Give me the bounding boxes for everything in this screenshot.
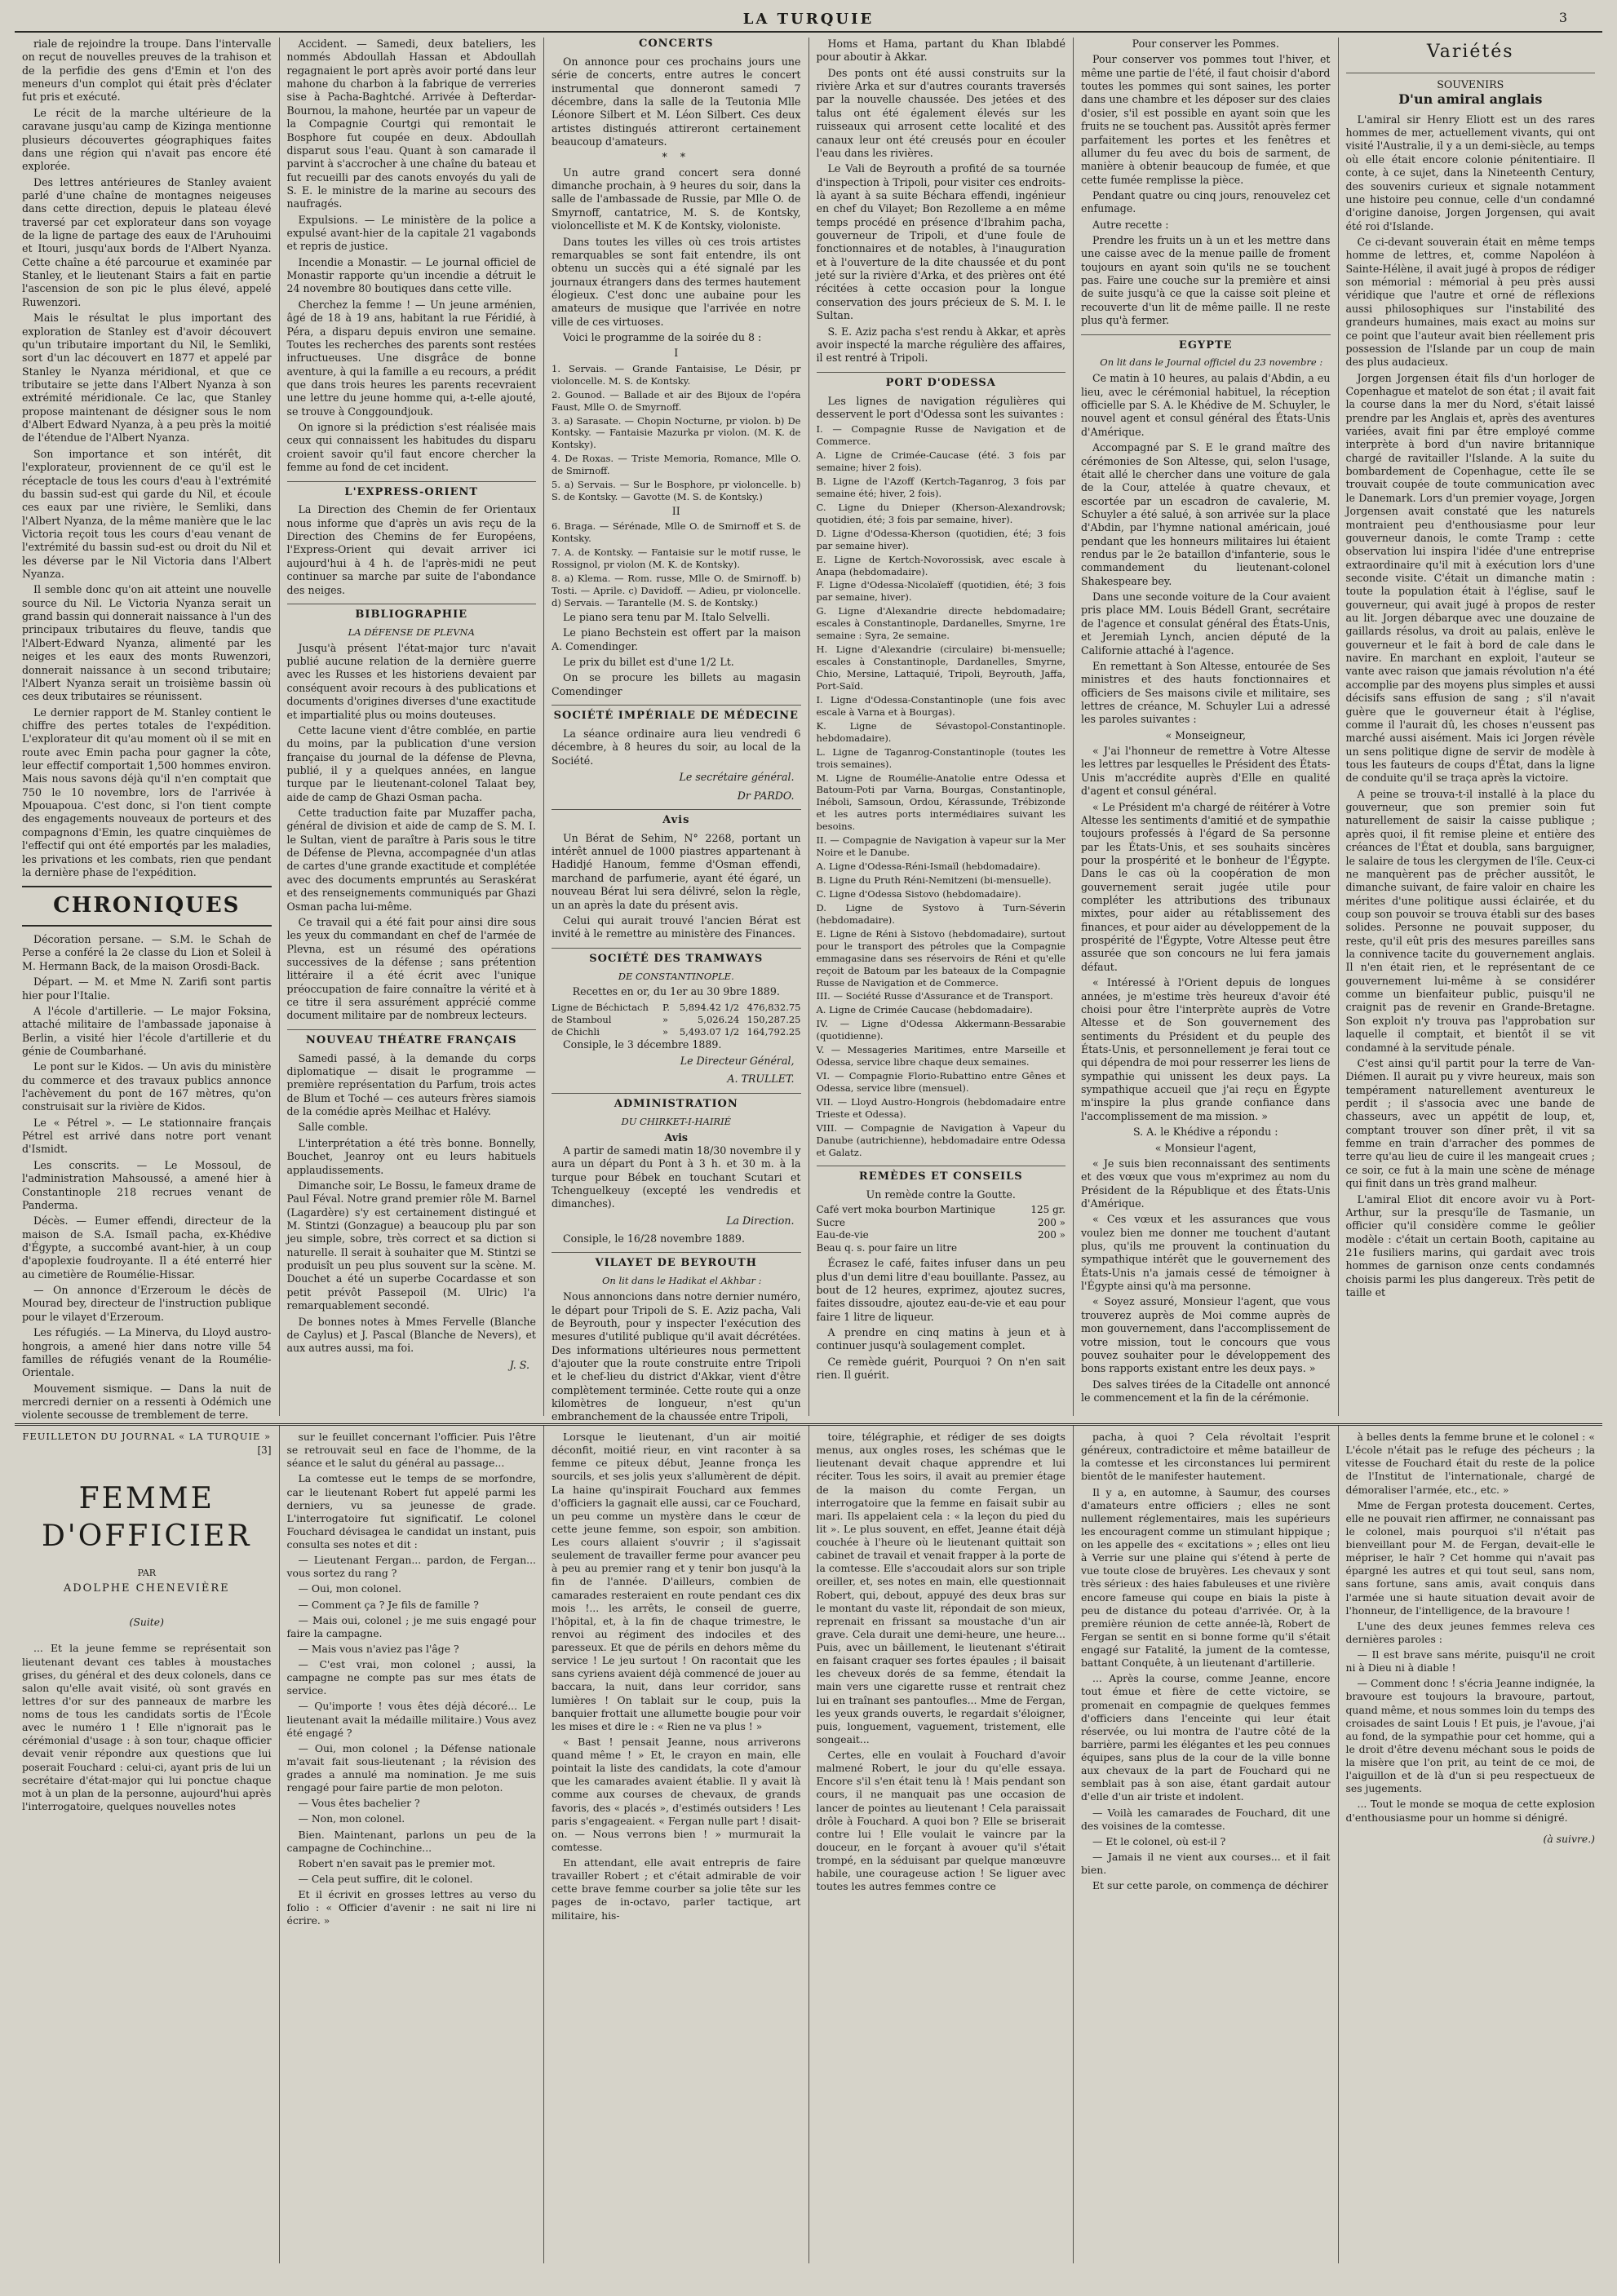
varietes-paragraph: A peine se trouva-t-il installé à la place du gouverneur, que son premier soin fut naturellement de saisir la caisse publique ; après quoi, il fit remise pleine et entière des créances de l'État et doubla, sans barguigner, le salaire de tous les clergymen de l'île. Ceux-ci ne manquèrent pas de prêcher aussitôt, le dimanche suivant, de faire valoir en chaire les mérites d'une politique aussi éclairée, et du coup son pouvoir se trouva établi sur des bases solides. Personne ne pouvait supposer, du reste, qu'il eût pris des mesures pareilles sans la connivence tacite du gouvernement anglais. Il n'en était rien, et le représentant de ce gouvernement lui-même à se considérer comme un bienfaiteur public, puisqu'il ne craignit pas de revenir en Grande-Bretagne. Son exploit n'y trouva pas l'approbation sur laquelle il comptait, et bientôt il se vit condamné à la servitude pénale. xyxy=(1345,787,1595,1054)
egypte-paragraph: Des salves tirées de la Citadelle ont annoncé le commencement et la fin de la cérémonie. xyxy=(1081,1378,1331,1404)
chronique-item: Le pont sur le Kidos. — Un avis du ministère du commerce et des travaux publics annonce l'achèvement du pont de 167 mètres, qu'on construisait sur la rivière de Kidos. xyxy=(22,1060,272,1113)
odessa-line: I. Ligne d'Odessa-Constantinople (une fois avec escale à Varna et à Bourgas). xyxy=(816,693,1065,718)
column-5 xyxy=(1073,38,1338,1416)
tramways-signature: Le Directeur Général, xyxy=(680,1055,795,1067)
program-part-ii: II xyxy=(671,505,680,518)
feuilleton-paragraph: — C'est vrai, mon colonel ; aussi, la campagne ne compte pas sur mes états de service. xyxy=(286,1658,536,1697)
bibliographie-paragraph: Jusqu'à présent l'état-major turc n'avait publié aucune relation de la dernière guerre avec les Russes et les historiens devaient par conséquent avoir recours à des publications et documents d'origines diverses d'une exactitude et impartialité plus ou moins douteuses. xyxy=(286,641,536,721)
odessa-line: B. Ligne du Pruth Réni-Nemitzeni (bi-mensuelle). xyxy=(816,874,1052,887)
program-item: 1. Servais. — Grande Fantaisise, Le Désir, pr violoncelle. M. S. de Kontsky. xyxy=(552,362,801,387)
odessa-line: M. Ligne de Roumélie-Anatolie entre Odessa et Batoum-Poti par Varna, Bourgas, Constantinople, Inéboli, Samsoun, Ordou, Kérassunde, Trébizonde et les autres ports intermédiaires suivant les besoins. xyxy=(816,772,1065,833)
egypte-paragraph: S. A. le Khédive a répondu : xyxy=(1132,1126,1278,1139)
news-item: Cherchez la femme ! — Un jeune arménien, âgé de 18 à 19 ans, habitant la rue Féridié, à Péra, a disparu depuis environ une semaine. Toutes les recherches des parents sont restées infructueuses. Une disgrâce de bonne aventure, à qui la famille a eu recours, a prédit que dans trois heures les parents recevraient une lettre du jeune homme qui, a-t-elle ajouté, se trouve à Conggoundjouk. xyxy=(286,298,536,418)
chronique-item: Les réfugiés. — La Minerva, du Lloyd austro-hongrois, a amené hier dans notre ville 54 familles de réfugiés venant de la Roumélie-Orientale. xyxy=(22,1326,272,1379)
chirket-signature: La Direction. xyxy=(726,1214,795,1227)
table-row: de Chichli » 5,493.07 1/2 164,792.25 xyxy=(552,1025,801,1037)
program-item: 8. a) Klema. — Rom. russe, Mlle O. de Smirnoff. b) Tosti. — Aprile. c) Davidoff. — Adieu, pr violoncelle. d) Servais. — Tarantelle (M. S. de Kontsky.) xyxy=(552,573,801,609)
egypte-paragraph: « Le Président m'a chargé de réitérer à Votre Altesse les sentiments d'amitié et de sympathie toujours professés à l'égard de Sa personne par les États-Unis, et ses souhaits sincères pour la prospérité et le bonheur de l'Égypte. Dans le cas où la coopération de mon gouvernement serait jugée utile pour compléter les attributions des tribunaux mixtes, pour aider au rétablissement des finances, et pour aider au développement de la prospérité de l'Égypte, Votre Altesse peut être assurée que son concours ne lui fera jamais défaut. xyxy=(1081,800,1331,973)
feuilleton-column-5 xyxy=(1073,1426,1338,2263)
table-row: Beau q. s. pour faire un litre xyxy=(816,1241,958,1254)
news-item: Accident. — Samedi, deux bateliers, les nommés Abdoullah Hassan et Abdoullah regagnaient le port après avoir porté dans leur mahone du charbon à la fabrique de verreries sise à Pacha-Baghtché. Arrivée à Defterdar-Bournou, la mahone, heurtée par un vapeur de la Compagnie Courtgi qui remontait le Bosphore fut coupée en deux. Abdoullah disparut sous l'eau. Quant à son camarade il parvint à s'accrocher à une chaîne du bateau et fut recueilli par des canots envoyés du yali de S. E. le ministre de la marine au secours des naufragés. xyxy=(286,38,536,210)
program-item: 4. De Roxas. — Triste Memoria, Romance, Mlle O. de Smirnoff. xyxy=(552,453,801,477)
avis-heading: Avis xyxy=(552,809,801,828)
concerts-paragraph: Un autre grand concert sera donné dimanche prochain, à 9 heures du soir, dans la salle de l'ambassade de Russie, par Mlle O. de Smyrnoff, cantatrice, M. S. de Kontsky, violoncelliste et M. K de Kontsky, violoniste. xyxy=(552,166,801,232)
article-paragraph: riale de rejoindre la troupe. Dans l'intervalle on reçut de nouvelles preuves de la trahison et de la perfidie des gens d'Emin et l'on des meneurs d'un complot qui était près d'éclater fut pris et exécuté. xyxy=(22,38,272,104)
concerts-paragraph: Dans toutes les villes où ces trois artistes remarquables se sont fait entendre, ils ont obtenu un succès qui a été signalé par les journaux étrangers dans des termes hautement élogieux. C'est donc une aubaine pour les amateurs de musique que l'arrivée en notre ville de ces virtuoses. xyxy=(552,235,801,328)
odessa-line: G. Ligne d'Alexandrie directe hebdomadaire; escales à Constantinople, Dardanelles, Smyrne, 1re semaine : Syra, 2e semaine. xyxy=(816,605,1065,642)
odessa-line: H. Ligne d'Alexandrie (circulaire) bi-mensuelle; escales à Constantinople, Dardanelles, Smyrne, Chio, Mersine, Lattaquié, Tripoli, Beyrouth, Jaffa, Port-Saïd. xyxy=(816,644,1065,692)
column-6 xyxy=(1338,38,1603,1416)
feuilleton-paragraph: — Oui, mon colonel. xyxy=(298,1582,401,1595)
odessa-heading: PORT D'ODESSA xyxy=(817,372,1066,391)
beyrouth-continued: Des ponts ont été aussi construits sur la rivière Arka et sur d'autres courants traversés par la nouvelle chaussée. Des jetées et des talus ont été également élevés sur les ruisseaux qui arrosent cette localité et des canaux leur ont été creusés pour en écouler l'eau dans les rivières. xyxy=(816,66,1065,159)
odessa-line: IV. — Ligne d'Odessa Akkermann-Bessarabie (quotidienne). xyxy=(816,1018,1065,1042)
beyrouth-text: Nous annoncions dans notre dernier numéro, le départ pour Tripoli de S. E. Aziz pacha, Vali de Beyrouth, pour y inspecter l'exécution des mesures d'utilité publique qu'il avait décrétées. Des informations ultérieures nous permettent d'ajouter que la route construite entre Tripoli et le chef-lieu du district d'Akkar, vient d'être complètement terminée. Cette route qui a onze kilomètres de longueur, n'est qu'un embranchement de la chaussée entre Tripoli, xyxy=(552,1290,801,1423)
odessa-line: L. Ligne de Taganrog-Constantinople (toutes les trois semaines). xyxy=(816,745,1065,770)
theatre-paragraph: De bonnes notes à Mmes Fervelle (Blanche de Caylus) et J. Pascal (Blanche de Nevers), et aux autres aussi, ma foi. xyxy=(286,1315,536,1355)
feuilleton-paragraph: La comtesse eut le temps de se morfondre, car le lieutenant Robert fut appelé parmi les derniers, vu sa jeunesse de grade. L'interrogatoire fut significatif. Le colonel Fouchard dévisagea le candidat un instant, puis consulta ses notes et dit : xyxy=(286,1472,536,1551)
feuilleton-paragraph: — Cela peut suffire, dit le colonel. xyxy=(298,1872,473,1885)
odessa-line: E. Ligne de Réni à Sistovo (hebdomadaire), surtout pour le transport des pétroles que la Compagnie emmagasine dans ses réservoirs de Réni et qu'elle reçoit de Batoum par les bateaux de la Compagnie Russe de Navigation et de Commerce. xyxy=(816,927,1065,989)
table-row: de Stamboul » 5,026.24 150,287.25 xyxy=(552,1013,801,1025)
stanley-article xyxy=(22,38,272,879)
concert-note: Le piano sera tenu par M. Italo Selvelli. xyxy=(563,611,770,624)
newspaper-title: LA TURQUIE xyxy=(742,11,875,28)
odessa-line: D. Ligne d'Odessa-Kherson (quotidien, été; 3 fois par semaine hiver). xyxy=(816,527,1065,551)
column-3 xyxy=(543,38,808,1423)
odessa-line: II. — Compagnie de Navigation à vapeur sur la Mer Noire et le Danube. xyxy=(816,834,1065,859)
bibliographie-heading: BIBLIOGRAPHIE xyxy=(287,604,537,622)
odessa-line: C. Ligne d'Odessa Sistovo (hebdomadaire). xyxy=(816,887,1021,900)
egypte-paragraph: « Monsieur l'agent, xyxy=(1154,1141,1256,1154)
chirket-subtitle: DU CHIRKET-I-HAIRIÉ xyxy=(621,1115,732,1127)
remedes-heading: REMÈDES ET CONSEILS xyxy=(817,1166,1066,1184)
tramways-signature-name: A. TRULLET. xyxy=(727,1073,795,1086)
table-row: Eau-de-vie 200 » xyxy=(816,1229,1065,1241)
odessa-line: A. Ligne de Crimée-Caucase (été. 3 fois par semaine; hiver 2 fois). xyxy=(816,449,1065,474)
odessa-line: A. Ligne de Crimée Caucase (hebdomadaire). xyxy=(816,1004,1033,1016)
feuilleton-paragraph: — Lieutenant Fergan... pardon, de Fergan... vous sortez du rang ? xyxy=(286,1554,536,1580)
pommes-heading: Pour conserver les Pommes. xyxy=(1132,38,1279,50)
amiral-title: D'un amiral anglais xyxy=(1398,91,1543,107)
pommes-paragraph: Pendant quatre ou cinq jours, renouvelez cet enfumage. xyxy=(1081,188,1331,215)
chirket-avis-heading: Avis xyxy=(664,1130,688,1144)
concert-note: Le prix du billet est d'une 1/2 Lt. xyxy=(563,656,734,669)
feuilleton-column-4 xyxy=(808,1426,1074,2263)
pommes-paragraph: Pour conserver vos pommes tout l'hiver, et même une partie de l'été, il faut choisir d'abord toutes les pommes qui sont saines, les porter dans une chambre et les déposer sur des claies d'osier, s'il est possible en ayant soin que les fruits ne se touchent pas. Aussitôt après fermer parfaitement les portes et les fenêtres et allumer du feu avec du bois de sarment, de manière à obtenir beaucoup de fumée, et que cette fumée remplisse la pièce. xyxy=(1081,53,1331,186)
program-item: 6. Braga. — Sérénade, Mlle O. de Smirnoff et S. de Kontsky. xyxy=(552,520,801,545)
souvenirs-label: SOUVENIRS xyxy=(1437,77,1504,91)
program-item: 7. A. de Kontsky. — Fantaisie sur le motif russe, le Rossignol, pr violon (M. K. de Kontsky). xyxy=(552,546,801,571)
program-item: 2. Gounod. — Ballade et air des Bijoux de l'opéra Faust, Mlle O. de Smyrnoff. xyxy=(552,388,801,413)
concerts-heading: CONCERTS xyxy=(639,38,714,50)
theatre-heading: NOUVEAU THÉATRE FRANÇAIS xyxy=(287,1029,537,1048)
news-item: Incendie a Monastir. — Le journal officiel de Monastir rapporte qu'un incendie a détruit le 24 novembre 80 boutiques dans cette ville. xyxy=(286,255,536,295)
theatre-paragraph: Dimanche soir, Le Bossu, le fameux drame de Paul Féval. Notre grand premier rôle M. Barnel (Lagardère) s'y est certainement distingué et M. Stintzi (Gonzague) a beaucoup plu par son jeu simple, sobre, très correct et sa diction si naturelle. Il serait à souhaiter que M. Stintzi se produisît un peu plus souvent sur la scène. M. Douchet a été un superbe Cocardasse et son petit prévôt Passepoil (M. Ulric) l'a remarquablement secondé. xyxy=(286,1179,536,1312)
concerts-paragraph: On annonce pour ces prochains jours une série de concerts, entre autres le concert instrumental que donneront samedi 7 décembre, dans la salle de la Teutonia Mlle Léonore Silbert et M. Léon Silbert. Ces deux artistes distingués attireront certainement beaucoup d'amateurs. xyxy=(552,55,801,148)
egypte-paragraph: Dans une seconde voiture de la Cour avaient pris place MM. Louis Bédell Grant, secrétaire de l'agence et consulat général des États-Unis, et Jeremiah Lynch, ancien député de la Californie attaché à l'agence. xyxy=(1081,591,1331,657)
pommes-paragraph: Prendre les fruits un à un et les mettre dans une caisse avec de la menue paille de froment toujours en ayant soin qu'ils ne se touchent pas. Faire une couche sur la première et ainsi de suite jusqu'à ce que la caisse soit pleine et recouverte d'un lit de même paille. Il ne reste plus qu'à fermer. xyxy=(1081,234,1331,327)
feuilleton-paragraph: En attendant, elle avait entrepris de faire travailler Robert ; et c'était admirable de voir cette brave femme courber sa jolie tête sur les pages de in-octavo, parler tactique, art militaire, his- xyxy=(552,1856,801,1922)
egypte-heading: EGYPTE xyxy=(1081,334,1331,353)
program-part-i: I xyxy=(674,347,679,360)
chronique-item: Départ. — M. et Mme N. Zarifi sont partis hier pour l'Italie. xyxy=(22,975,272,1002)
odessa-line: K. Ligne de Sévastopol-Constantinople. hebdomadaire). xyxy=(816,719,1065,744)
odessa-line: V. — Messageries Maritimes, entre Marseille et Odessa, service libre chaque deux semaines. xyxy=(816,1044,1065,1068)
feuilleton-paragraph: — Il est brave sans mérite, puisqu'il ne croit ni à Dieu ni à diable ! xyxy=(1345,1648,1595,1674)
chronique-item: Décès. — Eumer effendi, directeur de la maison de S.A. Ismaïl pacha, ex-Khédive d'Égypte, a succombé avant-hier, à un coup d'apoplexie foudroyante. Il a été enterré hier au cimetière de Roumélie-Hissar. xyxy=(22,1214,272,1281)
feuilleton-title: FEMME D'OFFICIER xyxy=(41,1481,252,1554)
remedes-paragraph: Écrasez le café, faites infuser dans un peu plus d'un demi litre d'eau bouillante. Passez, au bout de 12 heures, exprimez, ajoutez sucres, faites dissoudre, ajoutez eau-de-vie et eau pour faire 1 litre de liqueur. xyxy=(816,1257,1065,1323)
feuilleton-paragraph: Robert n'en savait pas le premier mot. xyxy=(298,1856,496,1869)
feuilleton-number: [3] xyxy=(257,1444,272,1456)
program-item: 3. a) Sarasate. — Chopin Nocturne, pr violon. b) De Kontsky. — Fantaisie Mazurka pr violon. (M. K. de Kontsky). xyxy=(552,414,801,451)
recipe-table xyxy=(817,1204,1066,1254)
tramways-subtitle: DE CONSTANTINOPLE. xyxy=(618,970,734,982)
table-row: Café vert moka bourbon Martinique 125 gr. xyxy=(816,1203,1065,1215)
theatre-paragraph: L'interprétation a été très bonne. Bonnelly, Bouchet, Jeanroy ont eu leurs habituels applaudissements. xyxy=(286,1136,536,1176)
medecine-signature-name: Dr PARDO. xyxy=(737,789,795,802)
egypte-paragraph: « Monseigneur, xyxy=(1165,728,1247,741)
a-suivre: (à suivre.) xyxy=(1543,1832,1595,1845)
beyrouth-continued: S. E. Aziz pacha s'est rendu à Akkar, et après avoir inspecté la marche régulière des affaires, il est rentré à Tripoli. xyxy=(816,325,1065,365)
feuilleton-header: FEUILLETON DU JOURNAL « LA TURQUIE » xyxy=(22,1431,272,1442)
medecine-text: La séance ordinaire aura lieu vendredi 6 décembre, à 8 heures du soir, au local de la Société. xyxy=(552,728,801,767)
feuilleton-paragraph: pacha, à quoi ? Cela révoltait l'esprit généreux, contradictoire et même batailleur de la comtesse et les circonstances lui permirent bientôt de le manifester hautement. xyxy=(1081,1431,1331,1483)
bibliographie-paragraph: Cette lacune vient d'être comblée, en partie du moins, par la publication d'une version française du journal de la défense de Plevna, publié, il y a quelques années, en langue turque par le lieutenant-colonel Talaat bey, aide de camp de Ghazi Osman pacha. xyxy=(286,723,536,803)
feuilleton-paragraph: sur le feuillet concernant l'officier. Puis l'être se retrouvait seul en face de l'homme, de la séance et le salut du général au passage... xyxy=(286,1431,536,1470)
odessa-line: A. Ligne d'Odessa-Réni-Ismaïl (hebdomadaire). xyxy=(816,860,1041,873)
feuilleton-column-2 xyxy=(279,1426,544,2263)
beyrouth-source: On lit dans le Hadikat el Akhbar : xyxy=(601,1275,762,1287)
express-orient-heading: L'EXPRESS-ORIENT xyxy=(287,481,537,500)
odessa-line: B. Ligne de l'Azoff (Kertch-Taganrog, 3 fois par semaine été; hiver, 2 fois). xyxy=(816,475,1065,499)
column-2 xyxy=(279,38,544,1416)
varietes-paragraph: C'est ainsi qu'il partit pour la terre de Van-Diémen. Il aurait pu y vivre heureux, mais son tempérament naturellement aventureux le perdit ; il s'associa avec une bande de chasseurs, avec un appétit de loup, et, comptant trouver son dîner prêt, il vit sa femme en train d'arracher des pommes de terre qu'au lieu de cuire il les mangeait crues ; ce soir, ce fut à la main une scène de ménage qui finit dans un très grand malheur. xyxy=(1345,1056,1595,1190)
tramways-date: Consiple, le 3 décembre 1889. xyxy=(563,1037,722,1051)
egypte-paragraph: « Intéressé à l'Orient depuis de longues années, je m'estime très heureux d'avoir été choisi pour être l'interprète auprès de Votre Altesse et de Son gouvernement des sentiments du Président et du peuple des États-Unis, et personnellement je ferai tout ce qui dépendra de moi pour resserrer les liens de sympathie qui unissent les deux pays. La sympathique accueil que j'ai reçu en Égypte m'inspire la plus grande confiance dans l'accomplissement de ma mission. » xyxy=(1081,976,1331,1122)
bibliographie-subtitle: LA DÉFENSE DE PLEVNA xyxy=(348,626,475,638)
egypte-paragraph: « Je suis bien reconnaissant des sentiments et des vœux que vous m'exprimez au nom du Président de la République et des États-Unis d'Amérique. xyxy=(1081,1157,1331,1210)
article-paragraph: Des lettres antérieures de Stanley avaient parlé d'une chaîne de montagnes neigeuses dans cette direction, depuis le plateau élevé traversé par cet explorateur dans son voyage de la ligne de partage des eaux de l'Aruhouimi et Itouri, jusqu'aux bords de l'Albert Nyanza. Cette chaîne a été parcourue et examinée par Stanley, et le lieutenant Stairs a fait en partie l'ascension de son pic le plus élevé, appelé Ruwenzori. xyxy=(22,175,272,308)
egypte-source: On lit dans le Journal officiel du 23 novembre : xyxy=(1100,356,1323,369)
varietes-heading: Variétés xyxy=(1426,42,1514,62)
pommes-paragraph: Autre recette : xyxy=(1092,218,1169,231)
odessa-line: VII. — Lloyd Austro-Hongrois (hebdomadaire entre Trieste et Odessa). xyxy=(816,1095,1065,1120)
column-4 xyxy=(808,38,1074,1416)
article-paragraph: Le dernier rapport de M. Stanley contient le chiffre des pertes totales de l'expédition. L'explorateur dit qu'au moment où il se mit en route avec Emin pacha pour gagner la côte, leur effectif comportait 1,500 hommes environ. Mais nous savons déjà qu'il n'en comptait que 750 le 10 novembre, lors de l'arrivée à Mpouapoua. C'est donc, si l'on tient compte des engagements nouveaux de porteurs et des compagnons d'Emin, les quatre cinquièmes de l'effectif qui ont été emportés par les maladies, les privations et les combats, rien que pendant la dernière phase de l'expédition. xyxy=(22,706,272,878)
news-item: On ignore si la prédiction s'est réalisée mais ceux qui connaissent les habitudes du disparu croient savoir qu'il faut encore chercher la femme au fond de cet incident. xyxy=(286,421,536,474)
concert-note: Le piano Bechstein est offert par la maison A. Comendinger. xyxy=(552,626,801,653)
feuilleton-paragraph: — Vous êtes bachelier ? xyxy=(298,1797,420,1810)
odessa-line: VI. — Compagnie Florio-Rubattino entre Gênes et Odessa, service libre (mensuel). xyxy=(816,1070,1065,1095)
feuilleton-paragraph: — Mais vous n'aviez pas l'âge ? xyxy=(298,1642,459,1655)
article-paragraph: Le récit de la marche ultérieure de la caravane jusqu'au camp de Kizinga mentionne plusieurs découvertes géographiques faites dans une région qui n'avait pas encore été explorée. xyxy=(22,106,272,173)
feuilleton-suite: (Suite) xyxy=(129,1616,164,1629)
feuilleton-paragraph: ... Tout le monde se moqua de cette explosion d'enthousiasme pour un homme si dénigré. xyxy=(1345,1798,1595,1824)
odessa-line: E. Ligne de Kertch-Novorossisk, avec escale à Anapa (hebdomadaire). xyxy=(816,553,1065,577)
feuilleton-paragraph: Bien. Maintenant, parlons un peu de la campagne de Cochinchine... xyxy=(286,1828,536,1854)
beyrouth-heading: VILAYET DE BEYROUTH xyxy=(552,1252,801,1271)
feuilleton-paragraph: toire, télégraphie, et rédiger de ses doigts menus, aux ongles roses, les schémas que le lieutenant devait chaque apprendre et lui réciter. Tous les soirs, il avait au premier étage de la maison du comte Fergan, un interrogatoire que la femme en faisait subir au mari. Ils appelaient cela : « la leçon du pied du lit ». Le plus souvent, en effet, Jeanne était déjà couchée à l'heure où le lieutenant quittait son cabinet de travail et venait frapper à la porte de la comtesse. Elle s'accoudait alors sur son triple oreiller, et, ses notes en main, elle questionnait Robert, qui, debout, appuyé des deux bras sur le montant du vaste lit, répondait de son mieux, reprenait en frissant sa moustache d'un air grave. Cela durait une demi-heure, une heure... Puis, avec un bâillement, le lieutenant s'étirait en faisant craquer ses fortes épaules ; il baisait les cheveux dorés de sa femme, étendait la main vers une cigarette russe et rentrait chez lui en traînant ses pantoufles... Mme de Fergan, les yeux grands ouverts, le regardait s'éloigner, puis, longuement, vaguement, tristement, elle songeait... xyxy=(816,1431,1065,1745)
express-orient-text: La Direction des Chemin de fer Orientaux nous informe que d'après un avis reçu de la Direction des Chemins de fer Européens, l'Express-Orient qui devait arriver ici aujourd'hui à 4 h. de l'après-midi ne peut continuer sa marche par suite de l'abondance des neiges. xyxy=(286,503,536,596)
chronique-item: Le « Pétrel ». — Le stationnaire français Pétrel est arrivé dans notre port venant d'Ismidt. xyxy=(22,1116,272,1156)
theatre-signature: J. S. xyxy=(509,1358,529,1371)
feuilleton-paragraph: Certes, elle en voulait à Fouchard d'avoir malmené Robert, le jour du qu'elle essaya. Encore s'il s'en était tenu là ! Mais pendant son cours, il ne manquait pas une occasion de lancer de pointes au lieutenant ! Cela paraissait drôle à Fouchard. A quoi bon ? Elle se briserait contre lui ! Elle voulait le vaincre par la douceur, en le forçant à avouer qu'il s'était trompé, en la séduisant par quelque manœuvre habile, une courageuse action ! Se liguer avec toutes les autres femmes contre ce xyxy=(816,1749,1065,1893)
feuilleton-paragraph: Lorsque le lieutenant, d'un air moitié déconfit, moitié rieur, en vint raconter à sa femme ce piteux début, Jeanne fronça les sourcils, et ses jolis yeux s'allumèrent de dépit. La haine qu'inspirait Fouchard aux femmes d'officiers la gagnait elle aussi, car ce Fouchard, un peu comme un mystère dans le cœur de cette jeune femme, son espoir, son ambition. Les cours allaient s'ouvrir ; il s'agissait seulement de travailler ferme pour avancer peu à peu au premier rang et y tenir bon jusqu'à la fin de l'année. D'ailleurs, combien de camarades resteraient en route pendant ces dix mois !... les arrêts, le conseil de guerre, l'hôpital, et, à la fin de chaque trimestre, le renvoi au régiment des indociles et des paresseux. Et que de périls en dehors même du service ! Le jeu surtout ! On racontait que les sans cyriens avaient déjà commencé de jouer au baccara, la nuit, dans leur corridor, sans lumières ! On tablait sur le coup, puis la banquier frottait une allumette bougie pour voir les mises et dire le : « Rien ne va plus ! » xyxy=(552,1431,801,1732)
egypte-paragraph: « J'ai l'honneur de remettre à Votre Altesse les lettres par lesquelles le Président des États-Unis m'accrédite auprès d'Elle en qualité d'agent et consul général. xyxy=(1081,745,1331,798)
chronique-item: Décoration persane. — S.M. le Schah de Perse a conféré la 2e classe du Lion et Soleil à M. Hermann Back, de la maison Orosdi-Back. xyxy=(22,933,272,972)
separator-stars: * * xyxy=(662,151,691,164)
feuilleton-paragraph: — Jamais il ne vient aux courses... et il fait bien. xyxy=(1081,1850,1331,1876)
article-paragraph: Il semble donc qu'on ait atteint une nouvelle source du Nil. Le Victoria Nyanza serait un grand bassin qui donnerait naissance à l'un des principaux tributaires du fleuve, tandis que l'Albert-Edward Nyanza, alimenté par les neiges et les eaux des monts Ruwenzori, donnerait naissance à un second tributaire; l'Albert Nyanza serait un troisième bassin où ces deux tributaires se réunissent. xyxy=(22,583,272,703)
chirket-heading: ADMINISTRATION xyxy=(552,1093,801,1112)
table-row: Sucre 200 » xyxy=(816,1216,1065,1228)
tramways-heading: SOCIÉTÉ DES TRAMWAYS xyxy=(552,948,801,967)
feuilleton-paragraph: — Voilà les camarades de Fouchard, dit une des voisines de la comtesse. xyxy=(1081,1806,1331,1832)
feuilleton-paragraph: ... Et la jeune femme se représentait son lieutenant devant ces tables à moustaches grises, du général et des deux colonels, dans ce salon qu'elle avait visité, où sont gravés en lettres d'or sur des panneaux de marbre les noms de tous les candidats sortis de l'École avec le numéro 1 ! Elle n'ignorait pas le cérémonial d'usage : à son tour, chaque officier devait venir répondre aux questions que lui poserait Fouchard : celui-ci, ayant pris de lui un secrétaire d'état-major qui lui ponctue chaque mot à un plan de la personne, aujourd'hui après l'interrogatoire, quelques nouvelles notes xyxy=(22,1642,272,1812)
chronique-item: Mouvement sismique. — Dans la nuit de mercredi dernier on a ressenti à Odémich une violente secousse de tremblement de terre. xyxy=(22,1382,272,1422)
egypte-paragraph: Ce matin à 10 heures, au palais d'Abdin, a eu lieu, avec le cérémonial habituel, la réception officielle par S. A. le Khédive de M. Schuyler, le nouvel agent et consul général des États-Unis d'Amérique. xyxy=(1081,372,1331,438)
odessa-line: III. — Société Russe d'Assurance et de Transport. xyxy=(816,990,1053,1002)
bibliographie-paragraph: Cette traduction faite par Muzaffer pacha, général de division et aide de camp de S. M. I. le Sultan, vient de paraître à Paris sous le titre de Défense de Plevna, accompagnée d'un atlas de cartes d'une grande exactitude et complétée avec des documents empruntés au Seraskérat et des renseignements communiqués par Ghazi Osman pacha lui-même. xyxy=(286,807,536,913)
odessa-line: I. — Compagnie Russe de Navigation et de Commerce. xyxy=(816,423,1065,448)
feuilleton-column-6 xyxy=(1338,1426,1603,2263)
feuilleton-column-1 xyxy=(15,1426,279,2263)
egypte-paragraph: « Ces vœux et les assurances que vous voulez bien me donner me touchent d'autant plus, qu'ils me prouvent la continuation du sympathique intérêt que le gouvernement des États-Unis n'a jamais cessé de témoigner à l'Égypte ainsi qu'à ma personne. xyxy=(1081,1213,1331,1293)
feuilleton-paragraph: Il y a, en automne, à Saumur, des courses d'amateurs entre officiers ; elles ne sont nullement réglementaires, mais les supérieurs les encouragent comme un stimulant hippique ; on les appelle des « excitations » ; elles ont lieu à Verrie sur une plaine qui s'étend à perte de vue toute close de bruyères. Les chevaux y sont très sérieux : des haies fabuleuses et une rivière encore fameuse qui coupe en biais la piste à peu de distance du poteau d'arrivée. Or, à la première réunion de cette année-là, Robert de Fergan se sentit en si bonne forme qu'il s'était engagé sur Fatalité, la jument de la comtesse, battant Conquête, à un lieutenant d'artillerie. xyxy=(1081,1485,1331,1670)
feuilleton-paragraph: — Oui, mon colonel ; la Défense nationale m'avait fait sous-lieutenant ; la révision des grades a annulé ma nomination. Je me suis rengagé pour faire partie de mon peloton. xyxy=(286,1741,536,1794)
main-columns xyxy=(15,38,1602,1423)
article-paragraph: Mais le résultat le plus important des exploration de Stanley est d'avoir découvert qu'un tributaire important du Nil, le Semliki, sort d'un lac découvert en 1877 et appelé par Stanley le Nyanza méridional, et que ce tributaire se jette dans l'Albert Nyanza à son extrémité méridionale. Ce lac, que Stanley propose maintenant de désigner sous le nom d'Albert Edward Nyanza, à a peu près la moitié de l'étendue de l'Albert Nyanza. xyxy=(22,312,272,445)
beyrouth-continued: Le Vali de Beyrouth a profité de sa tournée d'inspection à Tripoli, pour visiter ces endroits-là ayant à sa suite Béchara effendi, ingénieur en chef du Vilayet; Bon Rezolleme a en même temps procédé en présence d'Ibrahim pacha, gouverneur de Tripoli, et d'une foule de fonctionnaires et de notables, à l'inauguration et à l'ouverture de la dite chaussée et du pont jeté sur la rivière d'Arka, et des prières ont été récitées à cette occasion pour la longue conservation des jours précieux de S. M. I. le Sultan. xyxy=(816,162,1065,322)
feuilleton-paragraph: Et il écrivit en grosses lettres au verso du folio : « Officier d'avenir : ne sait ni lire ni écrire. » xyxy=(286,1888,536,1927)
feuilleton-paragraph: à belles dents la femme brune et le colonel : « L'école n'était pas le refuge des pécheurs ; la vitesse de Fouchard était du reste de la police de l'Institut de l'internationale, chargé de démoraliser l'armée, etc., etc. » xyxy=(1345,1431,1595,1496)
feuilleton-paragraph: — Et le colonel, où est-il ? xyxy=(1092,1834,1226,1847)
tramways-table xyxy=(552,1002,801,1038)
masthead xyxy=(15,5,1602,33)
chroniques-heading: CHRONIQUES xyxy=(22,886,272,927)
feuilleton-paragraph: — Mais oui, colonel ; je me suis engagé pour faire la campagne. xyxy=(286,1613,536,1639)
chronique-item: A l'école d'artillerie. — Le major Foksina, attaché militaire de l'ambassade japonaise à Berlin, a visité hier l'école d'artillerie et du génie de Coumbarhané. xyxy=(22,1004,272,1057)
bibliographie-paragraph: Ce travail qui a été fait pour ainsi dire sous les yeux du commandant en chef de l'armée de Plevna, est un résumé des opérations successives de la défense ; sans prétention littéraire il a été écrit avec l'unique préoccupation de faire connaître la vérité et à ce titre il sera assurément apprécié comme document militaire par de nombreux lecteurs. xyxy=(286,915,536,1022)
tramways-recettes: Recettes en or, du 1er au 30 9bre 1889. xyxy=(572,985,780,998)
feuilleton-paragraph: — Non, mon colonel. xyxy=(298,1812,405,1825)
feuilleton-paragraph: ... Après la course, comme Jeanne, encore tout émue et fière de cette victoire, se promenait en compagnie de quelques femmes d'officiers dans l'enceinte qui leur était réservée, ou lui montra de l'autre côté de la barrière, parmi les élégantes et les peu connues équipes, sans plus de la cour de la ville bonne aux chevaux de la part de Fouchard qui ne semblait pas à son aise, étant gardait autour d'elle d'un air triste et indolent. xyxy=(1081,1672,1331,1803)
odessa-line: D. Ligne de Systovo à Turn-Séverin (hebdomadaire). xyxy=(816,901,1065,926)
avis-paragraph: Un Bérat de Sehim, N° 2268, portant un intérêt annuel de 1000 piastres appartenant à Hadidjé Hanoum, femme d'Osman effendi, marchand de parfumerie, ayant été égaré, un nouveau Bérat lui sera délivré, selon la règle, un an après la date du présent avis. xyxy=(552,831,801,911)
feuilleton-paragraph: — Qu'importe ! vous êtes déjà décoré... Le lieutenant avait la médaille militaire.) Vous avez été engagé ? xyxy=(286,1700,536,1739)
medecine-heading: SOCIÉTÉ IMPÉRIALE DE MÉDECINE xyxy=(552,705,801,723)
column-1 xyxy=(15,38,279,1422)
varietes-paragraph: L'amiral Eliot dit encore avoir vu à Port-Arthur, sur la presqu'île de Tasmanie, un officier qu'il considère comme le geôlier modèle : c'était un certain Booth, capitaine au 21e fusiliers marins, qui gardait avec trois hommes de garnison onze cents condamnés choisis parmi les plus dangereux. Très petit de taille et xyxy=(1345,1192,1595,1299)
varietes-paragraph: L'amiral sir Henry Eliott est un des rares hommes de mer, actuellement vivants, qui ont visité l'Australie, il y a un demi-siècle, au temps où elle était encore colonie pénitentiaire. Il conte, à ce sujet, dans la Nineteenth Century, des souvenirs curieux et signale notamment une histoire peu connue, celle d'un condamné d'origine danoise, Jorgen Jorgensen, qui avait été roi d'Islande. xyxy=(1345,113,1595,232)
table-row: Ligne de Béchictach P. 5,894.42 1/2 476,832.75 xyxy=(552,1001,801,1013)
concert-note: On se procure les billets au magasin Comendinger xyxy=(552,671,801,697)
feuilleton-paragraph: Et sur cette parole, on commença de déchirer xyxy=(1092,1879,1328,1892)
varietes-paragraph: Jorgen Jorgensen était fils d'un horloger de Copenhague et matelot de son état ; il avait fait la course dans la mer du Nord, s'était laissé prendre par les Anglais et, après des aventures variées, avait fini par être employé comme interprète à bord d'un navire britannique chargé de ravitailler l'Islande. A la suite du bombardement de Copenhague, cette île se trouvait coupée de toute communication avec le Danemark. Lors d'un premier voyage, Jorgen Jorgensen avait constaté que les naturels montraient peu d'enthousiasme pour leur gouverneur danois, le comte Tramp : cette observation lui inspira l'idée d'une entreprise extraordinaire qu'il mit à exécution lors d'une seconde visite. C'était un dimanche matin : toute la population était à l'église, sauf le gouverneur, qui avait jugé à propos de rester au lit. Jorgen débarque avec une douzaine de gaillards résolus, va droit au palais, enlève le gouverneur et le fait à bord de cale dans le navire. En marchant en exploit, l'auteur se vante avec raison que jamais révolution n'a été accomplie par des moyens plus simples et aussi décisifs sans effusion de sang ; s'il n'avait guère que le gouverneur était à l'église, comme il l'aurait dû, les choses n'eussent pas marché aussi aisément. Mais ici Jorgen révèle un sens politique digne de servir de modèle à tous les fauteurs de coups d'État, dans la ligne de conduite qu'il se traça après la victoire. xyxy=(1345,371,1595,785)
feuilleton-author: ADOLPHE CHENEVIÈRE xyxy=(63,1582,230,1595)
feuilleton-paragraph: « Bast ! pensait Jeanne, nous arriverons quand même ! » Et, le crayon en main, elle pointait la liste des candidats, la cote d'amour que les camarades avaient établie. Il y avait là comme aux courses de chevaux, de grands favoris, des « placés », d'estimés outsiders ! Les paris s'engageaient. « Fergan nulle part ! disait-on. — Nous verrons bien ! » murmurait la comtesse. xyxy=(552,1735,801,1853)
chirket-avis-text: A partir de samedi matin 18/30 novembre il y aura un départ du Pont à 3 h. et 30 m. à la turque pour Bébek en touchant Scutari et Tchenguelkeuy (excepté les vendredis et dimanches). xyxy=(552,1144,801,1210)
varietes-paragraph: Ce ci-devant souverain était en même temps homme de lettres, et, comme Napoléon à Sainte-Hélène, il avait jugé à propos de rédiger son mémorial : mémorial à peu près aussi véridique que l'autre et orné de réflexions aussi philosophiques sur l'instabilité des grandeurs humaines, mais exact au moins sur ce point que l'auteur avait bien réellement pris possession de l'Islande par un coup de main des plus audacieux. xyxy=(1345,235,1595,369)
concerts-paragraph: Voici le programme de la soirée du 8 : xyxy=(563,331,762,344)
feuilleton-paragraph: — Comment ça ? Je fils de famille ? xyxy=(298,1598,479,1611)
chirket-date: Consiple, le 16/28 novembre 1889. xyxy=(563,1232,745,1245)
avis-paragraph: Celui qui aurait trouvé l'ancien Bérat est invité à le remettre au ministère des Finances. xyxy=(552,914,801,940)
news-item: Expulsions. — Le ministère de la police a expulsé avant-hier de la capitale 21 vagabonds et repris de justice. xyxy=(286,213,536,253)
chronique-item: — On annonce d'Erzeroum le décès de Mourad bey, directeur de l'instruction publique pour le vilayet d'Erzeroum. xyxy=(22,1284,272,1323)
egypte-paragraph: « Soyez assuré, Monsieur l'agent, que vous trouverez auprès de Moi comme auprès de mon gouvernement, dans l'accomplissement de votre mission, tout le concours que vous pouvez souhaiter pour le développement des bons rapports existant entre les deux pays. » xyxy=(1081,1295,1331,1375)
remedes-paragraph: Ce remède guérit, Pourquoi ? On n'en sait rien. Il guérit. xyxy=(816,1355,1065,1382)
beyrouth-continued: Homs et Hama, partant du Khan Iblabdé pour aboutir à Akkar. xyxy=(816,38,1065,64)
feuilleton-paragraph: — Comment donc ! s'écria Jeanne indignée, la bravoure est toujours la bravoure, partout, quand même, et nous sommes loin du temps des croisades de saint Louis ! Et puis, je l'avoue, j'ai au fond, de la sympathie pour cet homme, qui a le droit d'être devenu méchant sous le poids de la misère que l'on prit, au teint de ce moi, de l'aiguillon et de là d'un si peu respectueux de ses jugements. xyxy=(1345,1677,1595,1795)
article-paragraph: Son importance et son intérêt, dit l'explorateur, proviennent de ce qu'il est le réceptacle de tous les cours d'eau à l'extrémité du bassin sud-est qui garde du Nil, et écoule ces eaux par une rivière, le Semliki, dans l'Albert Nyanza, de la même manière que le lac Victoria reçoit tous les cours d'eau venant de l'extrémité du bassin sud-est ou droit du Nil et les déverse par le Nil Victoria dans l'Albert Nyanza. xyxy=(22,447,272,581)
page-number: 3 xyxy=(1558,10,1570,25)
feuilleton-paragraph: L'une des deux jeunes femmes releva ces dernières paroles : xyxy=(1345,1619,1595,1645)
feuilleton-paragraph: Mme de Fergan protesta doucement. Certes, elle ne pouvait rien affirmer, ne connaissant pas le colonel, mais pourquoi s'il n'était pas bienveillant pour M. de Fergan, devait-elle le mépriser, le haïr ? Cet homme qui n'avait pas épargné les autres et qui tout seul, sans nom, sans fortune, sans amis, avait conquis dans l'armée une si haute situation devait avoir de l'honneur, de l'intelligence, de la bravoure ! xyxy=(1345,1498,1595,1617)
odessa-line: F. Ligne d'Odessa-Nicolaïeff (quotidien, été; 3 fois par semaine, hiver). xyxy=(816,579,1065,604)
feuilleton-section xyxy=(15,1423,1602,2263)
program-item: 5. a) Servais. — Sur le Bosphore, pr violoncelle. b) S. de Kontsky. — Gavotte (M. S. de Kontsky.) xyxy=(552,479,801,503)
feuilleton-column-3 xyxy=(543,1426,808,2263)
egypte-paragraph: Accompagné par S. E le grand maître des cérémonies de Son Altesse, qui, selon l'usage, était allé le chercher dans une voiture de gala de la Cour, attelée à quatre chevaux, et escortée par un escadron de cavalerie, M. Schuyler a été salué, à son arrivée sur la place d'Abdin, par l'hymne national américain, joué pendant que les honneurs militaires lui étaient rendus par le 2e bataillon d'infanterie, sous le commandement du lieutenant-colonel Shakespeare bey. xyxy=(1081,441,1331,587)
odessa-line: C. Ligne du Dnieper (Kherson-Alexandrovsk; quotidien, été; 3 fois par semaine, hiver). xyxy=(816,501,1065,525)
theatre-paragraph: Salle comble. xyxy=(298,1121,369,1134)
odessa-intro: Les lignes de navigation régulières qui desservent le port d'Odessa sont les suivantes : xyxy=(816,394,1065,420)
egypte-paragraph: En remettant à Son Altesse, entourée de Ses ministres et des hauts fonctionnaires et officiers de Ses maisons civile et militaire, ses lettres de créance, M. Schuyler Lui a adressé les paroles suivantes : xyxy=(1081,659,1331,726)
odessa-line: VIII. — Compagnie de Navigation à Vapeur du Danube (autrichienne), hebdomadaire entre Odessa et Galatz. xyxy=(816,1121,1065,1158)
medecine-signature: Le secrétaire général. xyxy=(679,771,795,784)
chronique-item: Les conscrits. — Le Mossoul, de l'administration Mahsoussé, a amené hier à Constantinople 218 recrues venant de Panderma. xyxy=(22,1158,272,1211)
remedes-intro: Un remède contre la Goutte. xyxy=(866,1188,1016,1201)
theatre-paragraph: Samedi passé, à la demande du corps diplomatique — disait le programme — première représentation du Parfum, trois actes de Blum et Toché — ces auteurs frères siamois de la comédie après Meilhac et Halévy. xyxy=(286,1051,536,1118)
feuilleton-par: PAR xyxy=(137,1568,157,1579)
remedes-paragraph: A prendre en cinq matins à jeun et à continuer jusqu'à soulagement complet. xyxy=(816,1326,1065,1352)
